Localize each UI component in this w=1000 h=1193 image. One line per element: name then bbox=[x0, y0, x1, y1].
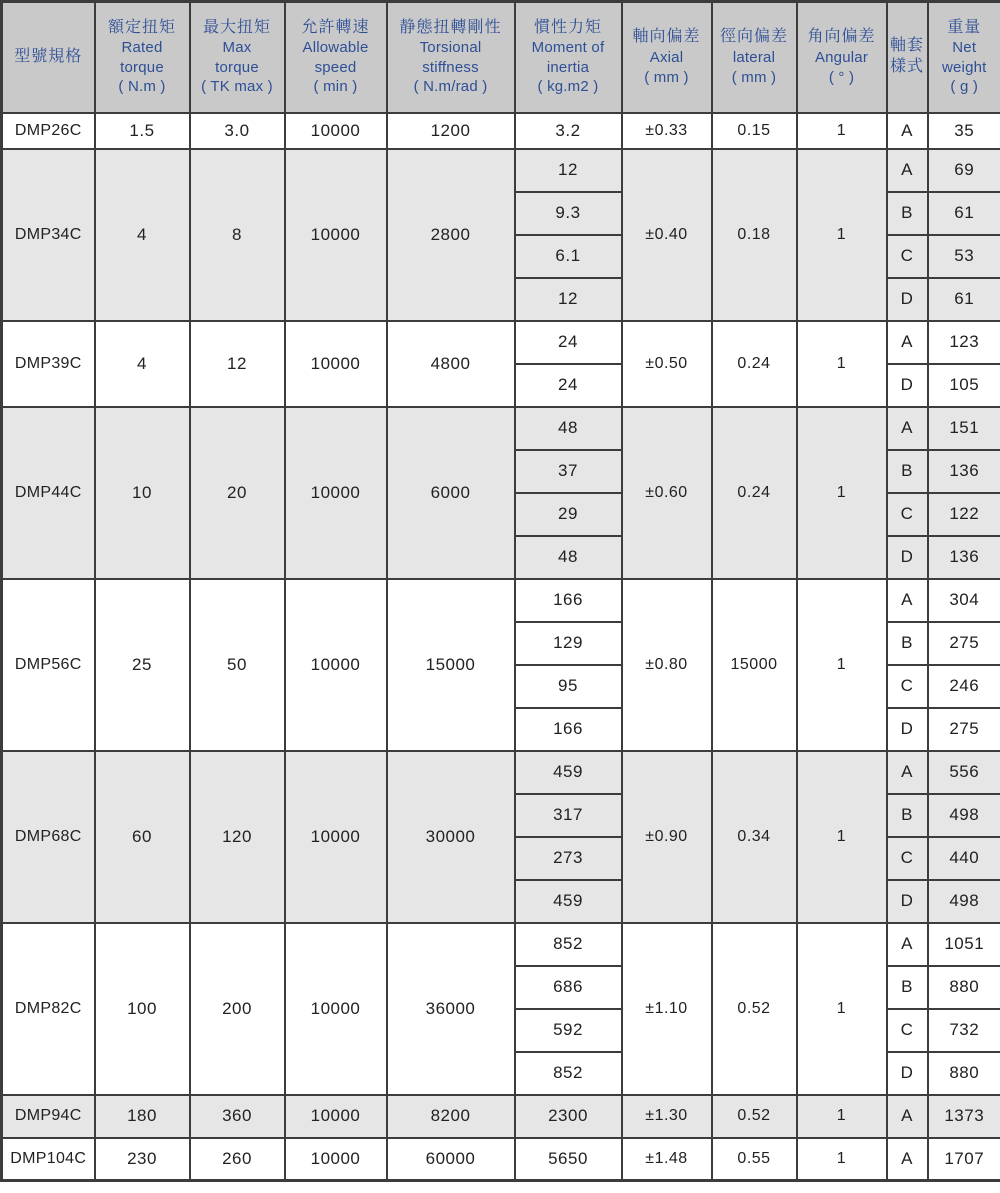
table-row bbox=[2, 113, 1000, 149]
cell-model: DMP82C bbox=[2, 923, 95, 1095]
cell-rated-torque: 230 bbox=[95, 1138, 190, 1181]
cell-weight: 61 bbox=[928, 192, 1000, 235]
cell-allowable-speed: 10000 bbox=[285, 1095, 387, 1138]
header-weight-line: ( g ) bbox=[950, 78, 979, 96]
cell-torsional-stiffness: 6000 bbox=[387, 407, 515, 579]
cell-bushing: C bbox=[887, 1009, 928, 1052]
header-rated-torque-line: ( N.m ) bbox=[118, 78, 166, 96]
cell-inertia: 459 bbox=[515, 880, 622, 923]
cell-weight: 136 bbox=[928, 450, 1000, 493]
cell-bushing: B bbox=[887, 192, 928, 235]
cell-angular: 1 bbox=[797, 579, 887, 751]
cell-axial: ±0.60 bbox=[622, 407, 712, 579]
cell-weight: 275 bbox=[928, 622, 1000, 665]
cell-bushing: D bbox=[887, 880, 928, 923]
header-bushing-line: 軸套 bbox=[889, 37, 924, 55]
cell-bushing: B bbox=[887, 966, 928, 1009]
cell-inertia: 166 bbox=[515, 579, 622, 622]
cell-inertia: 166 bbox=[515, 708, 622, 751]
cell-max-torque: 3.0 bbox=[190, 113, 285, 149]
header-rated-torque-line: torque bbox=[120, 58, 164, 76]
cell-weight: 304 bbox=[928, 579, 1000, 622]
table-body bbox=[2, 113, 1000, 1181]
header-bushing bbox=[887, 2, 928, 113]
header-lateral-line: 徑向偏差 bbox=[719, 28, 788, 46]
header-max-torque bbox=[190, 2, 285, 113]
header-weight bbox=[928, 2, 1000, 113]
cell-torsional-stiffness: 30000 bbox=[387, 751, 515, 923]
cell-weight: 151 bbox=[928, 407, 1000, 450]
cell-bushing: B bbox=[887, 794, 928, 837]
cell-inertia: 12 bbox=[515, 278, 622, 321]
cell-inertia: 37 bbox=[515, 450, 622, 493]
header-lateral-line: ( mm ) bbox=[731, 68, 777, 86]
header-max-torque-line: 最大扭矩 bbox=[202, 18, 271, 36]
cell-weight: 275 bbox=[928, 708, 1000, 751]
cell-weight: 1373 bbox=[928, 1095, 1000, 1138]
cell-weight: 246 bbox=[928, 665, 1000, 708]
cell-lateral: 0.24 bbox=[712, 321, 797, 407]
table-row bbox=[2, 1138, 1000, 1181]
cell-inertia: 3.2 bbox=[515, 113, 622, 149]
header-torsional-stiffness bbox=[387, 2, 515, 113]
header-weight-line: Net bbox=[952, 39, 977, 57]
cell-allowable-speed: 10000 bbox=[285, 1138, 387, 1181]
cell-bushing: A bbox=[887, 321, 928, 364]
cell-bushing: A bbox=[887, 1095, 928, 1138]
header-allowable-speed bbox=[285, 2, 387, 113]
header-lateral bbox=[712, 2, 797, 113]
cell-weight: 123 bbox=[928, 321, 1000, 364]
cell-max-torque: 20 bbox=[190, 407, 285, 579]
cell-rated-torque: 4 bbox=[95, 149, 190, 321]
cell-rated-torque: 25 bbox=[95, 579, 190, 751]
cell-model: DMP26C bbox=[2, 113, 95, 149]
cell-allowable-speed: 10000 bbox=[285, 579, 387, 751]
cell-rated-torque: 60 bbox=[95, 751, 190, 923]
header-weight-line: weight bbox=[941, 58, 987, 76]
header-axial-line: Axial bbox=[649, 49, 684, 67]
header-row bbox=[2, 2, 1000, 113]
cell-bushing: C bbox=[887, 837, 928, 880]
header-torsional-stiffness-line: ( N.m/rad ) bbox=[413, 78, 488, 96]
cell-rated-torque: 180 bbox=[95, 1095, 190, 1138]
cell-bushing: A bbox=[887, 149, 928, 192]
cell-axial: ±0.90 bbox=[622, 751, 712, 923]
cell-bushing: D bbox=[887, 536, 928, 579]
cell-model: DMP68C bbox=[2, 751, 95, 923]
header-angular bbox=[797, 2, 887, 113]
cell-angular: 1 bbox=[797, 321, 887, 407]
header-inertia-line: inertia bbox=[546, 58, 590, 76]
cell-angular: 1 bbox=[797, 149, 887, 321]
cell-max-torque: 360 bbox=[190, 1095, 285, 1138]
table-header bbox=[2, 2, 1000, 113]
cell-max-torque: 50 bbox=[190, 579, 285, 751]
cell-angular: 1 bbox=[797, 751, 887, 923]
header-axial bbox=[622, 2, 712, 113]
cell-model: DMP56C bbox=[2, 579, 95, 751]
cell-inertia: 24 bbox=[515, 364, 622, 407]
header-angular-line: 角向偏差 bbox=[807, 28, 876, 46]
cell-allowable-speed: 10000 bbox=[285, 321, 387, 407]
cell-inertia: 852 bbox=[515, 923, 622, 966]
cell-inertia: 852 bbox=[515, 1052, 622, 1095]
cell-weight: 69 bbox=[928, 149, 1000, 192]
table-row bbox=[2, 1095, 1000, 1138]
cell-torsional-stiffness: 1200 bbox=[387, 113, 515, 149]
header-model-line: 型號規格 bbox=[14, 47, 83, 65]
header-torsional-stiffness-line: 静態扭轉剛性 bbox=[399, 18, 502, 36]
cell-bushing: A bbox=[887, 1138, 928, 1181]
cell-weight: 498 bbox=[928, 794, 1000, 837]
header-angular-line: Angular bbox=[814, 49, 869, 67]
cell-weight: 1051 bbox=[928, 923, 1000, 966]
cell-bushing: B bbox=[887, 622, 928, 665]
table-row bbox=[2, 407, 1000, 450]
cell-allowable-speed: 10000 bbox=[285, 149, 387, 321]
header-rated-torque-line: 額定扭矩 bbox=[107, 18, 176, 36]
header-allowable-speed-line: speed bbox=[314, 58, 357, 76]
cell-lateral: 0.24 bbox=[712, 407, 797, 579]
cell-lateral: 0.55 bbox=[712, 1138, 797, 1181]
cell-axial: ±1.48 bbox=[622, 1138, 712, 1181]
cell-axial: ±1.30 bbox=[622, 1095, 712, 1138]
cell-bushing: A bbox=[887, 579, 928, 622]
header-rated-torque-line: Rated bbox=[121, 39, 163, 57]
cell-rated-torque: 10 bbox=[95, 407, 190, 579]
cell-weight: 61 bbox=[928, 278, 1000, 321]
cell-max-torque: 200 bbox=[190, 923, 285, 1095]
cell-rated-torque: 4 bbox=[95, 321, 190, 407]
cell-bushing: A bbox=[887, 407, 928, 450]
cell-inertia: 129 bbox=[515, 622, 622, 665]
cell-weight: 498 bbox=[928, 880, 1000, 923]
cell-weight: 880 bbox=[928, 966, 1000, 1009]
cell-lateral: 0.34 bbox=[712, 751, 797, 923]
cell-lateral: 0.18 bbox=[712, 149, 797, 321]
cell-rated-torque: 1.5 bbox=[95, 113, 190, 149]
cell-inertia: 5650 bbox=[515, 1138, 622, 1181]
header-torsional-stiffness-line: stiffness bbox=[422, 58, 479, 76]
cell-max-torque: 12 bbox=[190, 321, 285, 407]
header-axial-line: ( mm ) bbox=[644, 68, 689, 86]
header-torsional-stiffness-line: Torsional bbox=[419, 39, 482, 57]
cell-bushing: D bbox=[887, 708, 928, 751]
cell-axial: ±1.10 bbox=[622, 923, 712, 1095]
cell-lateral: 0.52 bbox=[712, 1095, 797, 1138]
cell-inertia: 2300 bbox=[515, 1095, 622, 1138]
cell-model: DMP39C bbox=[2, 321, 95, 407]
cell-weight: 556 bbox=[928, 751, 1000, 794]
cell-angular: 1 bbox=[797, 1095, 887, 1138]
cell-bushing: C bbox=[887, 235, 928, 278]
cell-torsional-stiffness: 8200 bbox=[387, 1095, 515, 1138]
header-max-torque-line: torque bbox=[215, 58, 259, 76]
cell-max-torque: 260 bbox=[190, 1138, 285, 1181]
cell-bushing: D bbox=[887, 364, 928, 407]
cell-weight: 122 bbox=[928, 493, 1000, 536]
cell-torsional-stiffness: 36000 bbox=[387, 923, 515, 1095]
cell-bushing: D bbox=[887, 1052, 928, 1095]
header-allowable-speed-line: Allowable bbox=[302, 39, 369, 57]
cell-torsional-stiffness: 4800 bbox=[387, 321, 515, 407]
header-allowable-speed-line: 允許轉速 bbox=[301, 18, 370, 36]
header-inertia-line: ( kg.m2 ) bbox=[537, 78, 599, 96]
cell-inertia: 48 bbox=[515, 407, 622, 450]
header-max-torque-line: ( TK max ) bbox=[201, 78, 273, 96]
cell-bushing: A bbox=[887, 751, 928, 794]
table-row bbox=[2, 923, 1000, 966]
header-inertia-line: Moment of bbox=[531, 39, 605, 57]
cell-inertia: 29 bbox=[515, 493, 622, 536]
cell-model: DMP94C bbox=[2, 1095, 95, 1138]
cell-inertia: 6.1 bbox=[515, 235, 622, 278]
cell-weight: 136 bbox=[928, 536, 1000, 579]
cell-max-torque: 120 bbox=[190, 751, 285, 923]
cell-allowable-speed: 10000 bbox=[285, 113, 387, 149]
cell-allowable-speed: 10000 bbox=[285, 407, 387, 579]
cell-bushing: D bbox=[887, 278, 928, 321]
cell-bushing: A bbox=[887, 113, 928, 149]
cell-lateral: 0.52 bbox=[712, 923, 797, 1095]
cell-angular: 1 bbox=[797, 1138, 887, 1181]
cell-angular: 1 bbox=[797, 113, 887, 149]
cell-bushing: C bbox=[887, 493, 928, 536]
cell-lateral: 15000 bbox=[712, 579, 797, 751]
cell-weight: 880 bbox=[928, 1052, 1000, 1095]
cell-bushing: B bbox=[887, 450, 928, 493]
cell-inertia: 592 bbox=[515, 1009, 622, 1052]
cell-axial: ±0.80 bbox=[622, 579, 712, 751]
cell-axial: ±0.50 bbox=[622, 321, 712, 407]
cell-inertia: 95 bbox=[515, 665, 622, 708]
cell-inertia: 459 bbox=[515, 751, 622, 794]
cell-weight: 35 bbox=[928, 113, 1000, 149]
cell-axial: ±0.40 bbox=[622, 149, 712, 321]
header-angular-line: ( ° ) bbox=[828, 68, 855, 86]
header-weight-line: 重量 bbox=[947, 18, 982, 36]
cell-angular: 1 bbox=[797, 923, 887, 1095]
cell-model: DMP34C bbox=[2, 149, 95, 321]
cell-inertia: 273 bbox=[515, 837, 622, 880]
cell-inertia: 12 bbox=[515, 149, 622, 192]
cell-weight: 105 bbox=[928, 364, 1000, 407]
cell-bushing: A bbox=[887, 923, 928, 966]
table-row bbox=[2, 751, 1000, 794]
cell-torsional-stiffness: 60000 bbox=[387, 1138, 515, 1181]
cell-inertia: 48 bbox=[515, 536, 622, 579]
cell-allowable-speed: 10000 bbox=[285, 751, 387, 923]
cell-model: DMP44C bbox=[2, 407, 95, 579]
cell-weight: 440 bbox=[928, 837, 1000, 880]
cell-torsional-stiffness: 2800 bbox=[387, 149, 515, 321]
table-row bbox=[2, 149, 1000, 192]
header-inertia bbox=[515, 2, 622, 113]
cell-torsional-stiffness: 15000 bbox=[387, 579, 515, 751]
header-rated-torque bbox=[95, 2, 190, 113]
cell-angular: 1 bbox=[797, 407, 887, 579]
header-inertia-line: 慣性力矩 bbox=[533, 18, 602, 36]
cell-rated-torque: 100 bbox=[95, 923, 190, 1095]
table-row bbox=[2, 579, 1000, 622]
header-allowable-speed-line: ( min ) bbox=[313, 78, 358, 96]
cell-max-torque: 8 bbox=[190, 149, 285, 321]
cell-weight: 732 bbox=[928, 1009, 1000, 1052]
table-row bbox=[2, 321, 1000, 364]
cell-weight: 1707 bbox=[928, 1138, 1000, 1181]
cell-allowable-speed: 10000 bbox=[285, 923, 387, 1095]
header-model bbox=[2, 2, 95, 113]
cell-lateral: 0.15 bbox=[712, 113, 797, 149]
header-lateral-line: lateral bbox=[732, 49, 776, 67]
cell-bushing: C bbox=[887, 665, 928, 708]
cell-inertia: 24 bbox=[515, 321, 622, 364]
cell-weight: 53 bbox=[928, 235, 1000, 278]
header-bushing-line: 樣式 bbox=[889, 58, 924, 76]
cell-inertia: 317 bbox=[515, 794, 622, 837]
header-axial-line: 軸向偏差 bbox=[632, 28, 701, 46]
cell-model: DMP104C bbox=[2, 1138, 95, 1181]
cell-inertia: 686 bbox=[515, 966, 622, 1009]
cell-axial: ±0.33 bbox=[622, 113, 712, 149]
header-max-torque-line: Max bbox=[222, 39, 252, 57]
cell-inertia: 9.3 bbox=[515, 192, 622, 235]
